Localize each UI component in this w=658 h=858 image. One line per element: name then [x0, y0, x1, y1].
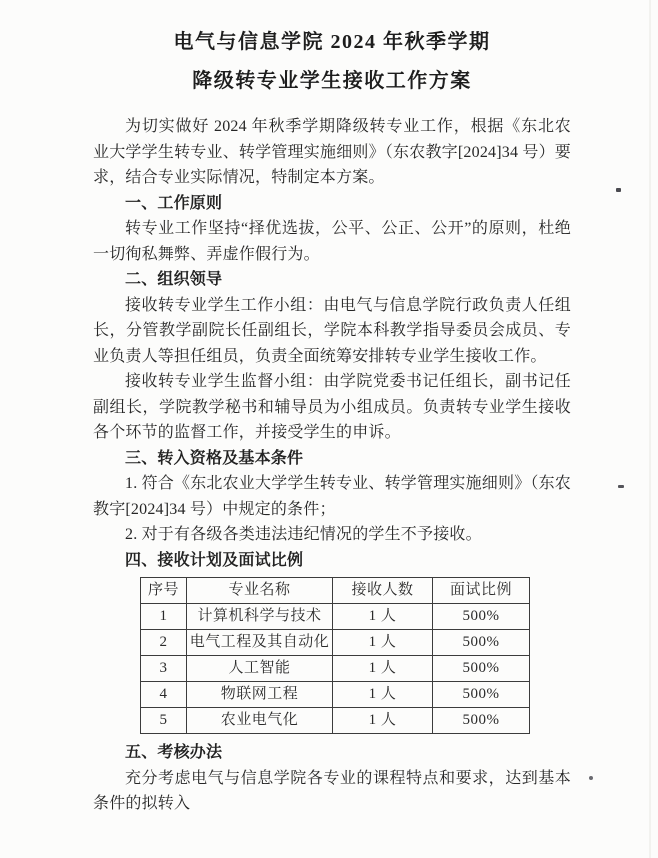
table-row [141, 656, 530, 682]
table-row [141, 630, 530, 656]
table-cell: 电气工程及其自动化 [187, 630, 333, 656]
paragraph-condition-2: 2. 对于有各级各类违法违纪情况的学生不予接收。 [125, 526, 482, 543]
section-heading-2: 二、组织领导 [125, 271, 223, 288]
table-cell: 500% [433, 656, 530, 682]
table-cell: 1 人 [333, 656, 433, 682]
scan-edge-streak [649, 0, 651, 858]
acceptance-plan-table [140, 577, 530, 734]
table-row [141, 708, 530, 734]
table-cell: 农业电气化 [187, 708, 333, 734]
document-body [93, 114, 571, 817]
paragraph-supervision-group: 接收转专业学生监督小组：由学院党委书记任组长，副书记任副组长，学院教学秘书和辅导员为小组成员。负责转专业学生接收各个环节的监督工作，并接受学生的申诉。 [93, 373, 571, 441]
section-heading-1: 一、工作原则 [125, 194, 223, 212]
table-cell: 1 人 [333, 630, 433, 656]
doc-title-line1: 电气与信息学院 2024 年秋季学期 [173, 31, 491, 53]
table-cell: 1 人 [333, 604, 433, 630]
table-row [141, 604, 530, 630]
scan-speck [589, 776, 593, 780]
scan-speck [616, 188, 621, 192]
table-row [141, 682, 530, 708]
table-cell: 3 [141, 656, 187, 682]
table-cell: 4 [141, 682, 187, 708]
table-cell: 5 [141, 708, 187, 734]
paragraph-assessment: 充分考虑电气与信息学院各专业的课程特点和要求，达到基本条件的拟转入 [93, 769, 571, 812]
doc-title-line2: 降级转专业学生接收工作方案 [192, 70, 472, 92]
paragraph-principles: 转专业工作坚持“择优选拔，公平、公正、公开”的原则，杜绝一切徇私舞弊、弄虚作假行为。 [93, 220, 571, 263]
paragraph-intro: 为切实做好 2024 年秋季学期降级转专业工作，根据《东北农业大学学生转专业、转学管理实施细则》（东农教字[2024]34 号）要求，结合专业实际情况，特制定本方案。 [93, 118, 571, 186]
table-header-ratio: 面试比例 [433, 578, 530, 604]
table-header-count: 接收人数 [333, 578, 433, 604]
scan-speck [618, 485, 624, 488]
table-cell: 500% [433, 708, 530, 734]
section-heading-3: 三、转入资格及基本条件 [125, 449, 304, 467]
paragraph-workgroup: 接收转专业学生工作小组：由电气与信息学院行政负责人任组长，分管教学副院长任副组长，学院本科教学指导委员会成员、专业负责人等担任组员，负责全面统筹安排转专业学生接收工作。 [93, 296, 571, 365]
table-cell: 500% [433, 630, 530, 656]
table-cell: 1 人 [333, 708, 433, 734]
table-cell: 500% [433, 682, 530, 708]
table-cell: 2 [141, 630, 187, 656]
table-header-row [141, 578, 530, 604]
section-heading-4: 四、接收计划及面试比例 [125, 551, 304, 569]
table-cell: 物联网工程 [187, 682, 333, 708]
table-cell: 1 [141, 604, 187, 630]
paragraph-condition-1: 1. 符合《东北农业大学学生转专业、转学管理实施细则》（东农教字[2024]34 号）中规定的条件； [93, 475, 572, 518]
table-header-no: 序号 [141, 578, 187, 604]
table-cell: 1 人 [333, 682, 433, 708]
table-header-major: 专业名称 [187, 578, 333, 604]
table-cell: 人工智能 [187, 656, 333, 682]
table-cell: 500% [433, 604, 530, 630]
document-content [93, 0, 571, 817]
table-cell: 计算机科学与技术 [187, 604, 333, 630]
section-heading-5: 五、考核办法 [125, 744, 223, 761]
